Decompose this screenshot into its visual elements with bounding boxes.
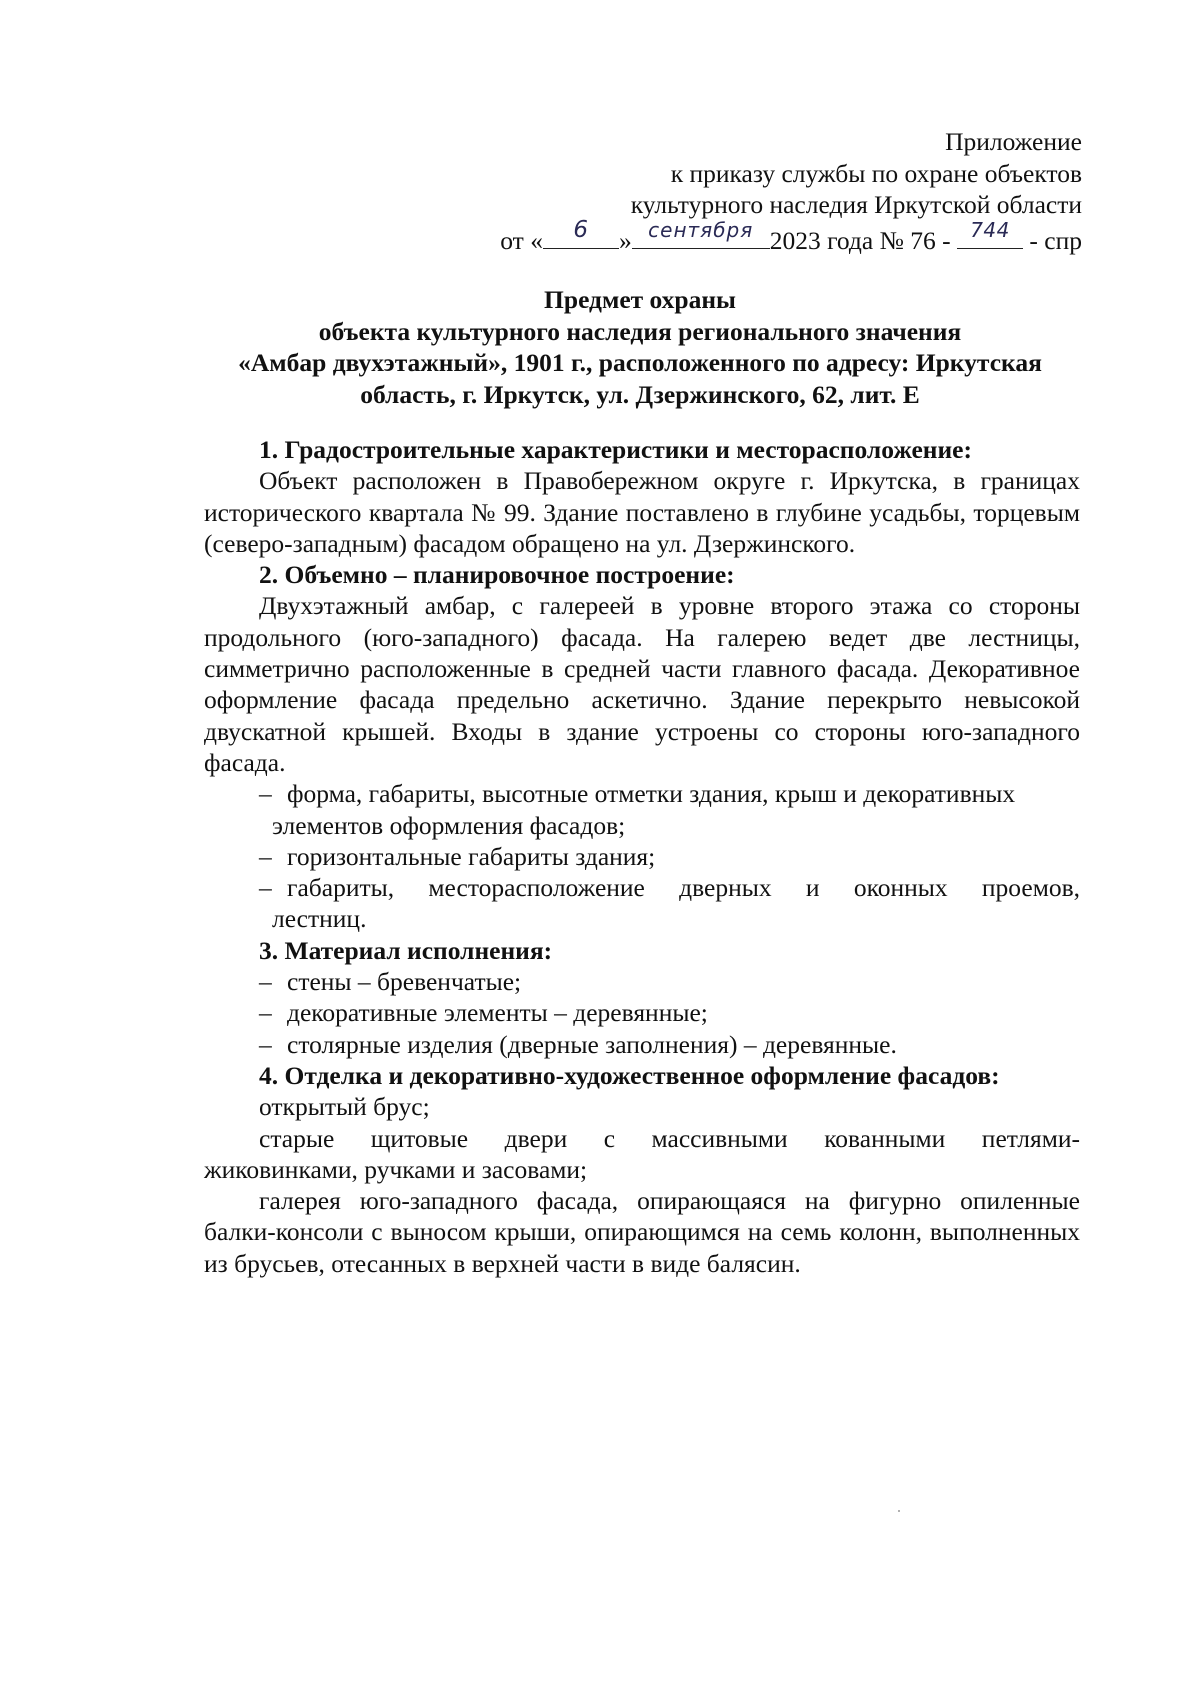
dash-bullet: – xyxy=(259,873,272,903)
list-item xyxy=(204,966,1080,997)
list-item-continuation: элементов оформления фасадов; xyxy=(272,810,626,840)
appendix-line-3: культурного наследия Иркутской области xyxy=(630,190,1082,219)
list-item-text: горизонтальные габариты здания; xyxy=(287,841,656,871)
section-4-paragraph-2: старые щитовые двери с массивными кованными петлями- xyxy=(259,1123,1080,1153)
section-2-heading: 2. Объемно – планировочное построение: xyxy=(259,560,735,590)
handwritten-day-field xyxy=(543,217,619,249)
dash-bullet: – xyxy=(259,1029,272,1059)
section-4-heading: 4. Отделка и декоративно-художественное оформление фасадов: xyxy=(259,1060,1000,1090)
order-suffix: - спр xyxy=(1029,225,1082,255)
section-4-paragraph-2-continuation: жиковинками, ручками и засовами; xyxy=(204,1154,588,1184)
list-item-continuation: лестниц. xyxy=(272,904,367,934)
list-item xyxy=(204,841,1080,872)
section-4-paragraph-1: открытый брус; xyxy=(259,1092,430,1122)
appendix-line-1: Приложение xyxy=(945,127,1082,156)
section-1-text: Объект расположен в Правобережном округе г. Иркутска, в границах исторического квартала № 99. Здание поставлено в глубине усадьбы, торцевым (северо-западным) фасадом обращено на ул. Дзержинского. xyxy=(204,466,1080,558)
dash-bullet: – xyxy=(259,998,272,1028)
section-4-paragraph-3: галерея юго-западного фасада, опирающаяся на фигурно опиленные балки-консоли с выносом крыши, опирающимся на семь колонн, выполненных из брусьев, отесанных в верхней части в виде балясин. xyxy=(204,1186,1080,1278)
list-item xyxy=(204,872,1080,903)
close-quote: » xyxy=(618,225,632,255)
list-item-text: габариты, месторасположение дверных и оконных проемов, xyxy=(287,873,1080,903)
handwritten-month-field xyxy=(632,218,770,249)
title-line-4: область, г. Иркутск, ул. Дзержинского, 62, лит. Е xyxy=(360,380,920,410)
year-and-number: 2023 года № 76 - xyxy=(769,225,951,255)
appendix-date-line xyxy=(500,217,1082,257)
handwritten-number-field xyxy=(957,218,1023,249)
list-item-text: декоративные элементы – деревянные; xyxy=(287,998,708,1028)
handwritten-month: сентября xyxy=(648,218,754,242)
list-item-text: стены – бревенчатые; xyxy=(287,967,522,997)
list-item xyxy=(204,997,1080,1028)
dash-bullet: – xyxy=(259,779,272,809)
appendix-header xyxy=(500,126,1082,256)
section-2-text: Двухэтажный амбар, с галереей в уровне второго этажа со стороны продольного (юго-западного) фасада. На галерею ведет две лестницы, симметрично расположенные в средней части главного фасада. Декоративное оформление фасада предельно аскетично. Здание перекрыто невысокой двускатной крышей. Входы в здание устроены со стороны юго-западного фасада. xyxy=(204,591,1080,777)
handwritten-day: 6 xyxy=(573,217,589,243)
document-body xyxy=(204,434,1080,1279)
date-prefix: от « xyxy=(500,225,543,255)
document-title xyxy=(200,284,1080,411)
section-3-heading: 3. Материал исполнения: xyxy=(259,935,553,965)
appendix-line-2: к приказу службы по охране объектов xyxy=(670,158,1082,188)
handwritten-order-number: 744 xyxy=(970,218,1010,242)
title-line-2: объекта культурного наследия регионального значения xyxy=(318,316,962,346)
dash-bullet: – xyxy=(259,841,272,871)
title-line-3: «Амбар двухэтажный», 1901 г., расположенного по адресу: Иркутская xyxy=(238,348,1042,378)
section-1-heading: 1. Градостроительные характеристики и месторасположение: xyxy=(259,435,972,464)
list-item-text: форма, габариты, высотные отметки здания, крыш и декоративных xyxy=(287,779,1016,809)
list-item-text: столярные изделия (дверные заполнения) – деревянные. xyxy=(287,1029,897,1059)
list-item xyxy=(204,1029,1080,1060)
title-line-1: Предмет охраны xyxy=(544,285,736,314)
scan-speck xyxy=(898,1510,900,1512)
list-item xyxy=(204,778,1080,809)
dash-bullet: – xyxy=(259,967,272,997)
